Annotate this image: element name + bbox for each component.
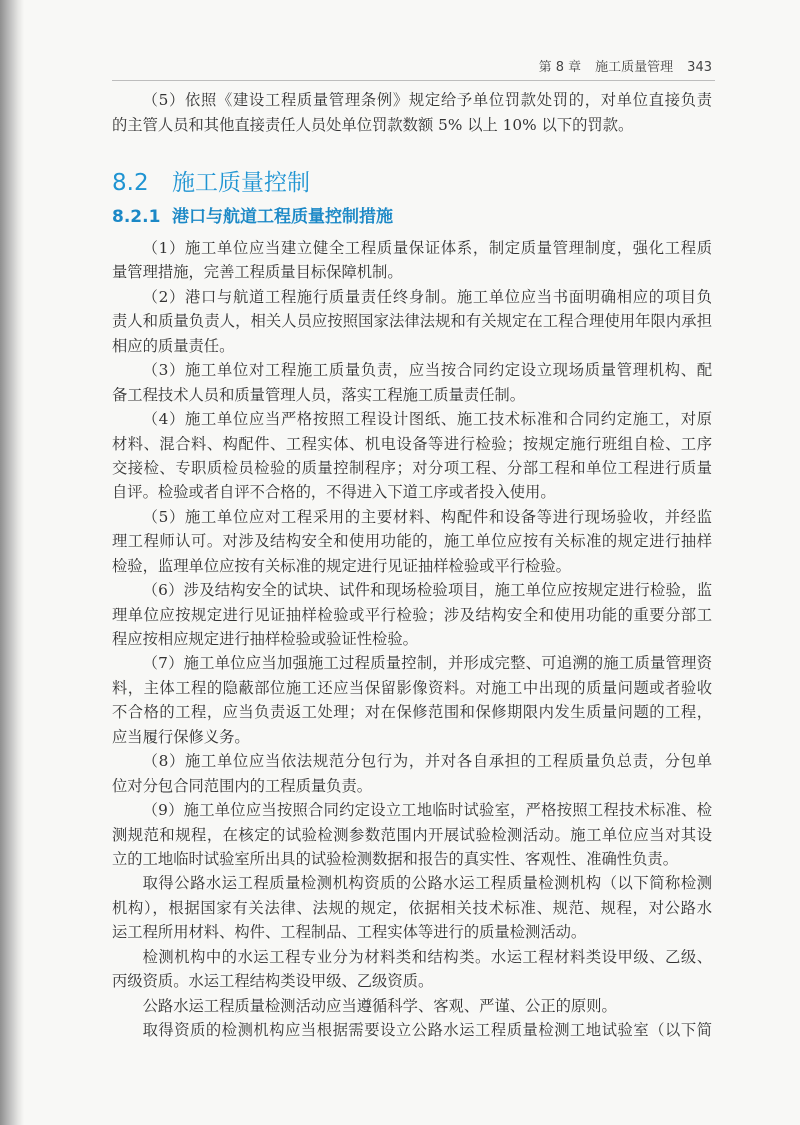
header-title: 施工质量管理: [595, 60, 674, 75]
text-line: （4）施工单位应当严格按照工程设计图纸、施工技术标准和合同约定施工，对原: [142, 410, 712, 429]
header-chapter: 第 8 章: [538, 60, 582, 75]
page-number: 343: [687, 60, 712, 75]
text-line: 材料、混合料、构配件、工程实体、机电设备等进行检验；按规定施行班组自检、工序: [112, 434, 712, 453]
paragraph-5: [112, 505, 712, 578]
text-line: 量管理措施，完善工程质量目标保障机制。: [112, 263, 403, 282]
section-number: 8.2: [112, 170, 149, 196]
text-line: （7）施工单位应当加强施工过程质量控制，并形成完整、可追溯的施工质量管理资: [142, 654, 712, 673]
paragraph-continued: [112, 1018, 712, 1042]
text-line: 机构），根据国家有关法律、法规的规定，依据相关技术标准、规范、规程，对公路水: [112, 898, 712, 917]
text-line: 取得公路水运工程质量检测机构资质的公路水运工程质量检测机构（以下简称检测: [142, 874, 712, 893]
intro-paragraph: [112, 88, 712, 138]
subsection-heading: [112, 206, 393, 228]
paragraph-4: [112, 407, 712, 505]
text-line: 理工程师认可。对涉及结构安全和使用功能的，施工单位应按有关标准的规定进行抽样: [112, 532, 712, 551]
running-header: [539, 59, 712, 77]
text-line: 立的工地临时试验室所出具的试验检测数据和报告的真实性、客观性、准确性负责。: [112, 849, 678, 868]
text-line: 丙级资质。水运工程结构类设甲级、乙级资质。: [112, 972, 434, 991]
text-line: 运工程所用材料、构件、工程制品、工程实体等进行的质量检测活动。: [112, 923, 587, 942]
subsection-title: 港口与航道工程质量控制措施: [172, 207, 393, 227]
text-line: （9）施工单位应当按照合同约定设立工地临时试验室，严格按照工程技术标准、检: [142, 801, 712, 820]
paragraph-1: [112, 236, 712, 285]
text-line: 程应按相应规定进行抽样检验或验证性检验。: [112, 630, 418, 648]
text-line: 检验，监理单位应按有关标准的规定进行见证抽样检验或平行检验。: [112, 556, 571, 575]
paragraph-2: [112, 285, 712, 358]
text-line: 责人和质量负责人，相关人员应按照国家法律法规和有关规定在工程合理使用年限内承担: [112, 312, 712, 331]
text-line: （5）施工单位应对工程采用的主要材料、构配件和设备等进行现场验收，并经监: [142, 507, 712, 526]
text-line: 应当履行保修义务。: [112, 727, 250, 746]
text-line: 理单位应按规定进行见证抽样检验或平行检验；涉及结构安全和使用功能的重要分部工: [112, 605, 712, 624]
paragraph-testing-agency: [112, 871, 712, 944]
paragraph-principles: [112, 994, 712, 1018]
paragraph-9: [112, 798, 712, 871]
section-heading: [112, 168, 310, 198]
text-line: （6）涉及结构安全的试块、试件和现场检验项目，施工单位应按规定进行检验，监: [142, 581, 712, 600]
body-text: [112, 236, 712, 1042]
text-line: （5）依照《建设工程质量管理条例》规定给予单位罚款处罚的，对单位直接负责: [142, 91, 712, 109]
subsection-number: 8.2.1: [112, 207, 161, 227]
page-gutter-shadow: [0, 0, 24, 1125]
section-title: 施工质量控制: [172, 170, 310, 196]
paragraph-8: [112, 749, 712, 798]
paragraph-3: [112, 358, 712, 407]
text-line: 检测机构中的水运工程专业分为材料类和结构类。水运工程材料类设甲级、乙级、: [142, 947, 712, 966]
text-line: 自评。检验或者自评不合格的，不得进入下道工序或者投入使用。: [112, 483, 556, 502]
paragraph-7: [112, 651, 712, 749]
text-line: （3）施工单位对工程施工质量负责，应当按合同约定设立现场质量管理机构、配: [142, 361, 712, 380]
text-line: 料，主体工程的隐蔽部位施工还应当保留影像资料。对施工中出现的质量问题或者验收: [112, 678, 712, 697]
paragraph-qualification: [112, 945, 712, 994]
text-line: 相应的质量责任。: [112, 336, 235, 355]
text-line: 测规范和规程，在核定的试验检测参数范围内开展试验检测活动。施工单位应当对其设: [112, 825, 712, 844]
text-line: 交接检、专职质检员检验的质量控制程序；对分项工程、分部工程和单位工程进行质量: [112, 458, 712, 477]
text-line: （8）施工单位应当依法规范分包行为，并对各自承担的工程质量负总责，分包单: [142, 752, 712, 771]
text-line: 的主管人员和其他直接责任人员处单位罚款数额 5% 以上 10% 以下的罚款。: [112, 116, 634, 134]
header-rule: [112, 80, 715, 81]
text-line: 位对分包合同范围内的工程质量负责。: [112, 776, 373, 795]
paragraph-6: [112, 578, 712, 651]
text-line: 备工程技术人员和质量管理人员，落实工程施工质量责任制。: [112, 385, 526, 404]
text-line: 取得资质的检测机构应当根据需要设立公路水运工程质量检测工地试验室（以下简: [142, 1021, 712, 1039]
text-line: （1）施工单位应当建立健全工程质量保证体系，制定质量管理制度，强化工程质: [142, 239, 712, 257]
text-line: 不合格的工程，应当负责返工处理；对在保修范围和保修期限内发生质量问题的工程，: [112, 703, 712, 722]
text-line: 公路水运工程质量检测活动应当遵循科学、客观、严谨、公正的原则。: [142, 996, 617, 1015]
text-line: （2）港口与航道工程施行质量责任终身制。施工单位应当书面明确相应的项目负: [142, 287, 712, 306]
